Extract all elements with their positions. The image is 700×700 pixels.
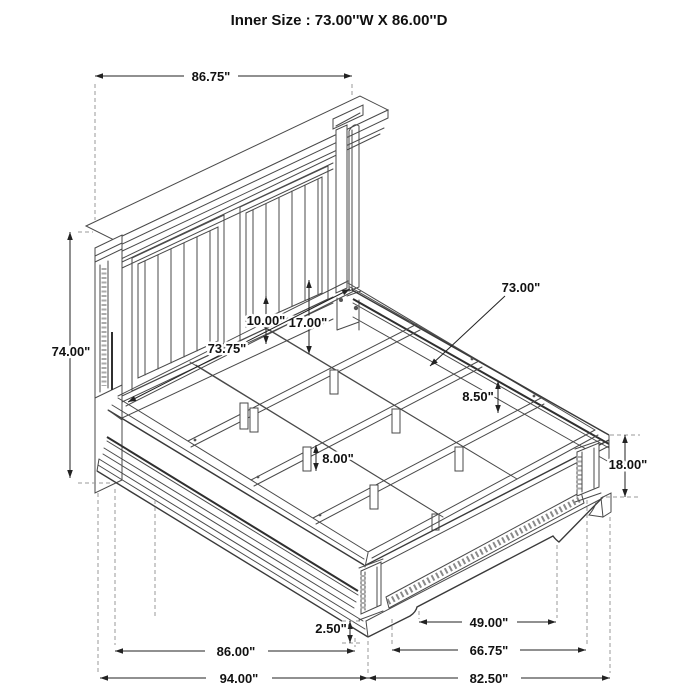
dim-slat-gap-label: 8.50" [462, 389, 494, 404]
dim-headboard-height [52, 232, 91, 478]
footboard-inner-edge [368, 430, 598, 558]
dim-headboard-width [95, 69, 352, 84]
dim-bracket-span-label: 49.00" [469, 615, 509, 630]
right-side-rail [339, 283, 609, 462]
dim-headboard-height-label: 74.00" [51, 344, 91, 359]
footboard [359, 430, 611, 637]
dim-footboard-inner-width-label: 66.75" [469, 643, 509, 658]
dim-inner-depth [115, 644, 355, 659]
footboard-right-pilaster [575, 440, 601, 502]
dim-clearance-a-label: 10.00" [246, 313, 286, 328]
stringer-1 [190, 362, 443, 517]
dim-bracket-span [419, 615, 556, 630]
dim-footboard-width [368, 671, 610, 686]
dim-leg-height [313, 445, 354, 471]
headboard [86, 96, 388, 493]
dim-headboard-inner-width-label: 73.75" [207, 341, 247, 356]
dim-footboard-inner-width [392, 643, 586, 658]
dim-base-height-label: 2.50" [315, 621, 347, 636]
dim-clearance-b-label: 17.00" [288, 315, 328, 330]
dim-footboard-height [609, 435, 648, 497]
dim-footboard-width-label: 82.50" [469, 671, 509, 686]
slat-2 [251, 361, 482, 486]
page-title: Inner Size : 73.00''W X 86.00''D [230, 12, 448, 29]
dim-headboard-width-label: 86.75" [191, 69, 231, 84]
dim-footboard-height-label: 18.00" [608, 457, 648, 472]
dim-slat-width-label: 73.00" [501, 280, 541, 295]
right-post-lattice [336, 125, 347, 293]
dim-overall-depth [100, 671, 368, 686]
dim-leg-height-label: 8.00" [322, 451, 354, 466]
right-post-pilaster [349, 125, 359, 291]
dim-overall-depth-label: 94.00" [219, 671, 259, 686]
dim-inner-depth-label: 86.00" [216, 644, 256, 659]
footboard-left-pilaster [359, 559, 383, 620]
